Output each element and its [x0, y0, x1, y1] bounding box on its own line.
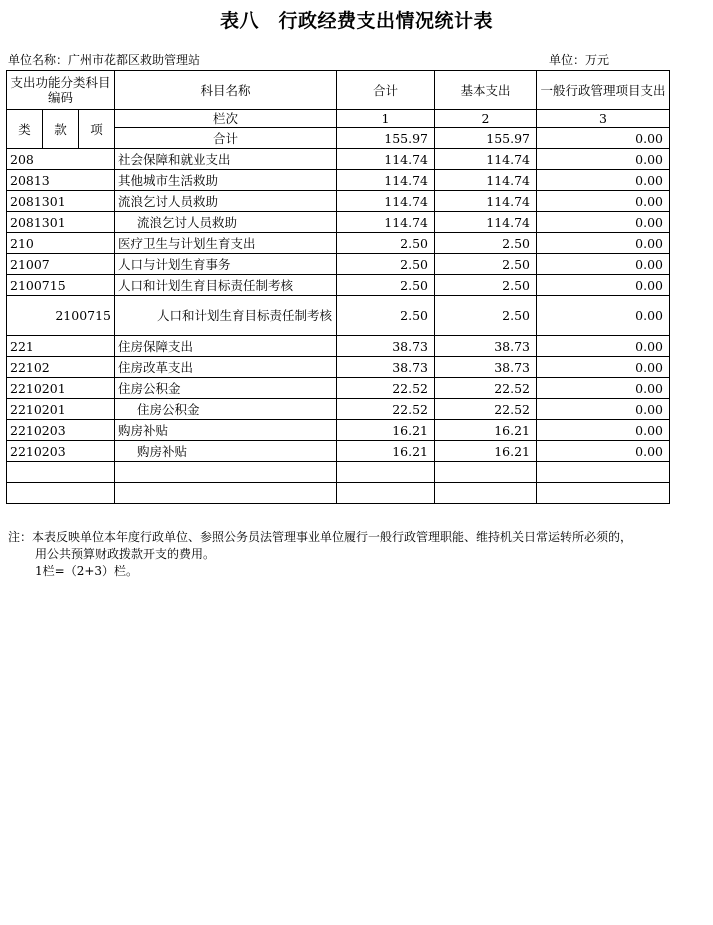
row-total: 2.50 [337, 233, 435, 254]
col-number-3: 3 [537, 110, 670, 128]
sum-basic: 155.97 [435, 128, 537, 149]
row-general: 0.00 [537, 254, 670, 275]
row-code: 2100715 [7, 275, 115, 296]
row-code: 22102 [7, 357, 115, 378]
row-general: 0.00 [537, 170, 670, 191]
row-total: 38.73 [337, 357, 435, 378]
table-row [7, 275, 670, 296]
row-code: 2081301 [7, 212, 115, 233]
currency-unit-label: 单位：万元 [549, 53, 610, 67]
row-general: 0.00 [537, 357, 670, 378]
table-row [7, 233, 670, 254]
row-name: 社会保障和就业支出 [115, 149, 337, 170]
row-total: 2.50 [337, 296, 435, 336]
row-general: 0.00 [537, 441, 670, 462]
row-general: 0.00 [537, 149, 670, 170]
row-basic: 114.74 [435, 191, 537, 212]
table-note [8, 529, 632, 580]
table-row [7, 149, 670, 170]
lei-header: 类 [7, 110, 43, 149]
kuan-header: 款 [43, 110, 79, 149]
table-row [7, 420, 670, 441]
row-total: 16.21 [337, 420, 435, 441]
empty-row [7, 483, 670, 504]
header-row [7, 71, 670, 110]
row-name: 医疗卫生与计划生育支出 [115, 233, 337, 254]
row-code: 20813 [7, 170, 115, 191]
empty-cell [537, 462, 670, 483]
row-total: 114.74 [337, 212, 435, 233]
row-basic: 114.74 [435, 170, 537, 191]
total-header: 合计 [337, 71, 435, 110]
row-total: 114.74 [337, 170, 435, 191]
unit-name-label: 单位名称：广州市花都区救助管理站 [8, 53, 201, 67]
table-row [7, 296, 670, 336]
row-code: 2210201 [7, 399, 115, 420]
row-basic: 2.50 [435, 296, 537, 336]
empty-cell [435, 483, 537, 504]
row-name: 流浪乞讨人员救助 [115, 212, 337, 233]
table-row [7, 441, 670, 462]
empty-cell [115, 483, 337, 504]
general-header: 一般行政管理项目支出 [537, 71, 670, 110]
row-general: 0.00 [537, 275, 670, 296]
row-code: 2100715 [7, 296, 115, 336]
row-name: 流浪乞讨人员救助 [115, 191, 337, 212]
row-basic: 38.73 [435, 336, 537, 357]
lanci-row [7, 110, 670, 128]
row-name: 人口与计划生育事务 [115, 254, 337, 275]
row-general: 0.00 [537, 233, 670, 254]
col-number-1: 1 [337, 110, 435, 128]
row-general: 0.00 [537, 420, 670, 441]
empty-cell [115, 462, 337, 483]
note-line-3: 1栏=（2+3）栏。 [35, 564, 139, 578]
page-title: 表八 行政经费支出情况统计表 [219, 10, 493, 32]
row-basic: 22.52 [435, 399, 537, 420]
table-row [7, 170, 670, 191]
row-general: 0.00 [537, 336, 670, 357]
row-name: 其他城市生活救助 [115, 170, 337, 191]
row-total: 16.21 [337, 441, 435, 462]
empty-row [7, 462, 670, 483]
row-code: 2210203 [7, 441, 115, 462]
lanci-label: 栏次 [115, 110, 337, 128]
row-basic: 38.73 [435, 357, 537, 378]
row-total: 2.50 [337, 275, 435, 296]
expense-table [6, 70, 670, 504]
row-name: 住房公积金 [115, 399, 337, 420]
table-row [7, 357, 670, 378]
row-code: 221 [7, 336, 115, 357]
row-code: 2210201 [7, 378, 115, 399]
row-total: 38.73 [337, 336, 435, 357]
table-row [7, 191, 670, 212]
sum-general: 0.00 [537, 128, 670, 149]
note-line-1: 注：本表反映单位本年度行政单位、参照公务员法管理事业单位履行一般行政管理职能、维持机关日常运转所必须的， [8, 530, 633, 544]
row-code: 210 [7, 233, 115, 254]
subject-name-header: 科目名称 [115, 71, 337, 110]
row-name: 购房补贴 [115, 441, 337, 462]
row-code: 2081301 [7, 191, 115, 212]
row-basic: 2.50 [435, 275, 537, 296]
empty-cell [537, 483, 670, 504]
row-basic: 16.21 [435, 420, 537, 441]
row-basic: 16.21 [435, 441, 537, 462]
xiang-header: 项 [79, 110, 115, 149]
col-number-2: 2 [435, 110, 537, 128]
row-general: 0.00 [537, 212, 670, 233]
row-code: 208 [7, 149, 115, 170]
table-row [7, 254, 670, 275]
sum-total: 155.97 [337, 128, 435, 149]
row-general: 0.00 [537, 191, 670, 212]
empty-cell [337, 462, 435, 483]
row-name: 购房补贴 [115, 420, 337, 441]
row-general: 0.00 [537, 296, 670, 336]
empty-cell [7, 483, 115, 504]
row-total: 22.52 [337, 378, 435, 399]
table-row [7, 336, 670, 357]
sum-label: 合计 [115, 128, 337, 149]
table-row [7, 212, 670, 233]
row-general: 0.00 [537, 378, 670, 399]
empty-cell [435, 462, 537, 483]
row-total: 114.74 [337, 191, 435, 212]
empty-cell [337, 483, 435, 504]
row-code: 21007 [7, 254, 115, 275]
row-total: 2.50 [337, 254, 435, 275]
row-name: 住房保障支出 [115, 336, 337, 357]
row-basic: 2.50 [435, 254, 537, 275]
row-total: 22.52 [337, 399, 435, 420]
table-row [7, 399, 670, 420]
row-basic: 114.74 [435, 149, 537, 170]
row-name: 人口和计划生育目标责任制考核 [115, 275, 337, 296]
empty-cell [7, 462, 115, 483]
code-group-header: 支出功能分类科目编码 [7, 71, 115, 110]
row-name: 住房公积金 [115, 378, 337, 399]
note-line-2: 用公共预算财政拨款开支的费用。 [35, 547, 216, 561]
row-basic: 114.74 [435, 212, 537, 233]
row-code: 2210203 [7, 420, 115, 441]
row-general: 0.00 [537, 399, 670, 420]
row-name: 人口和计划生育目标责任制考核 [115, 296, 337, 336]
row-basic: 22.52 [435, 378, 537, 399]
table-row [7, 378, 670, 399]
row-total: 114.74 [337, 149, 435, 170]
row-name: 住房改革支出 [115, 357, 337, 378]
basic-header: 基本支出 [435, 71, 537, 110]
row-basic: 2.50 [435, 233, 537, 254]
